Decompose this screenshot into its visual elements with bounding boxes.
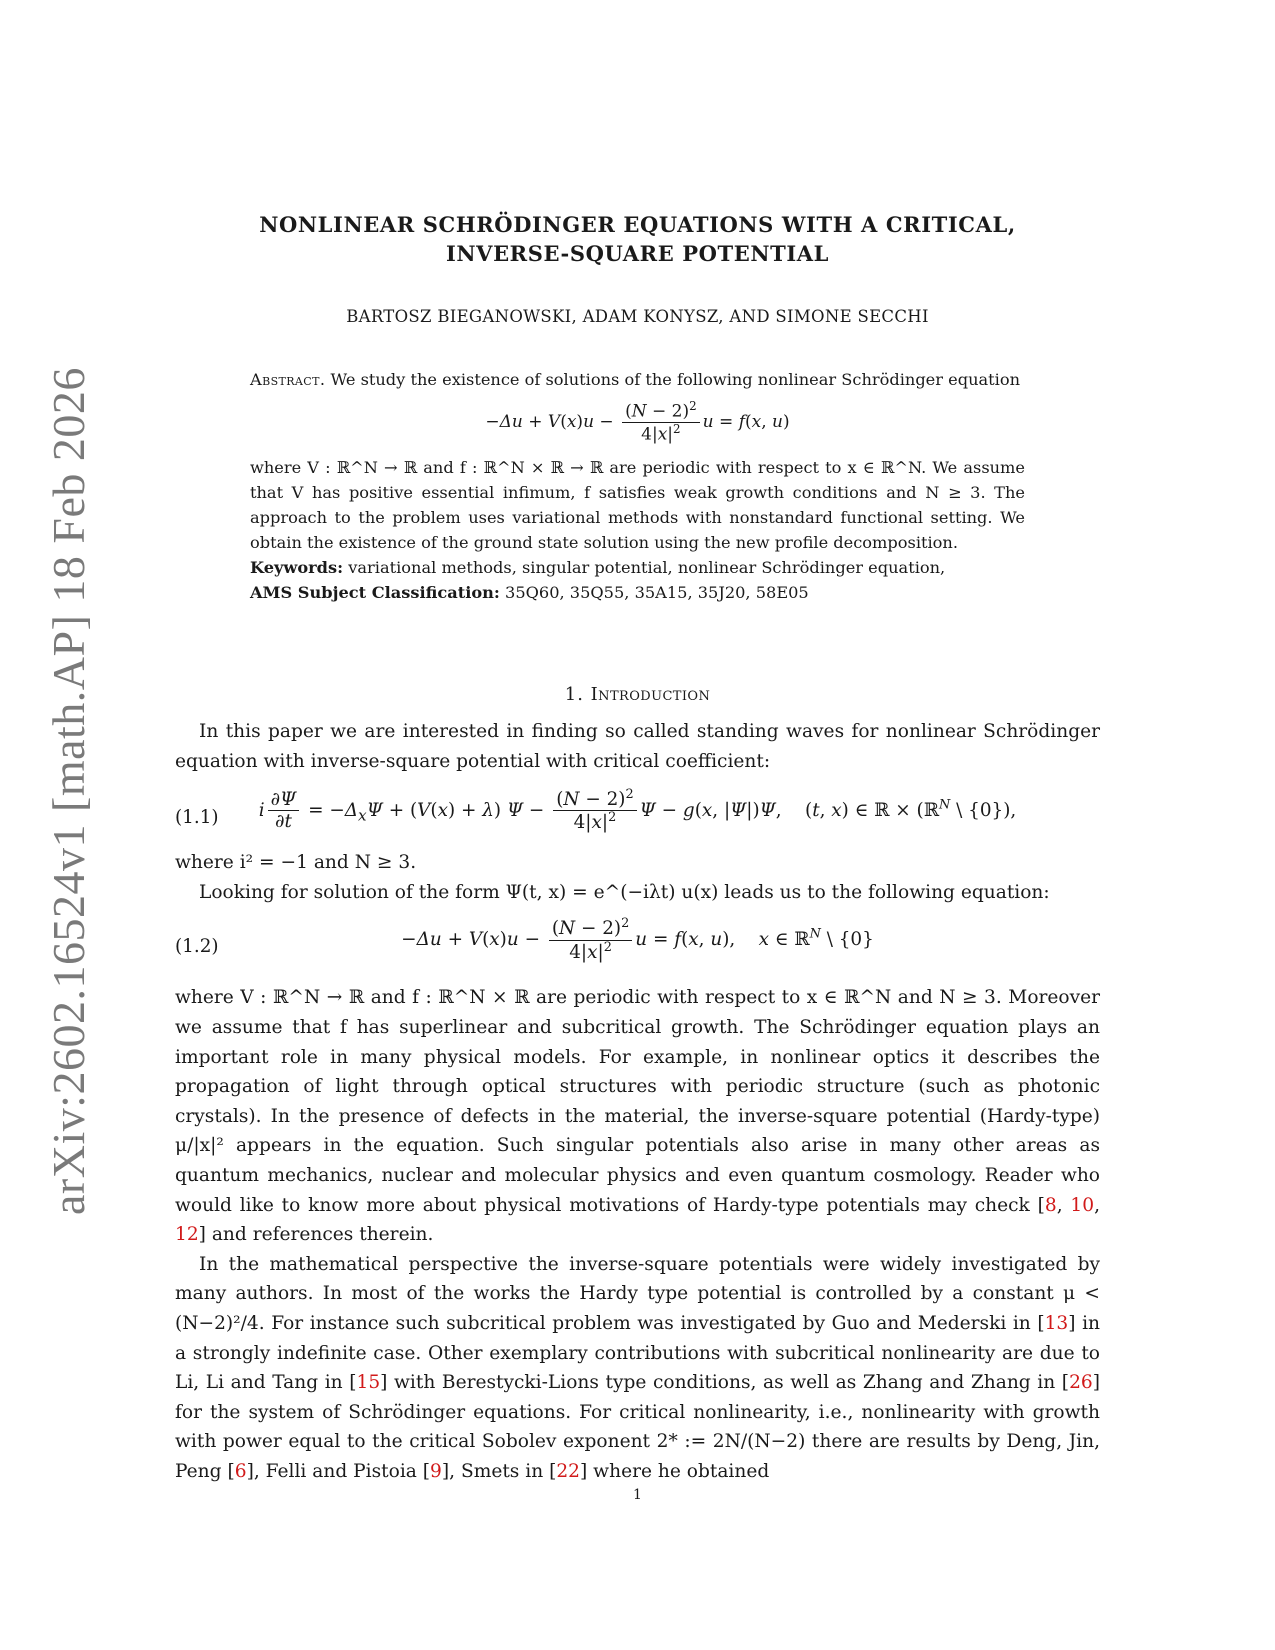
citation[interactable]: 10 — [1070, 1194, 1095, 1216]
title-line-1: NONLINEAR SCHRÖDINGER EQUATIONS WITH A CRITICAL, — [259, 212, 1016, 237]
equation-1-2 — [175, 915, 1100, 977]
abstract-label: Abstract. — [250, 370, 326, 389]
citation[interactable]: 6 — [234, 1460, 247, 1482]
abstract-equation: −Δu + V(x)u − $\frac{(N - 2)^2}{4|x|^2}$ u = f(x, u) — [485, 399, 790, 445]
equation-1-1-label: (1.1) — [175, 807, 219, 829]
title-line-2: INVERSE-SQUARE POTENTIAL — [445, 241, 830, 266]
equation-1-1 — [175, 786, 1100, 848]
section-number: 1. — [564, 684, 584, 705]
ams-codes: 35Q60, 35Q55, 35A15, 35J20, 58E05 — [505, 583, 809, 603]
citation[interactable]: 15 — [356, 1372, 381, 1394]
ams-line — [250, 580, 1025, 605]
equation-1-2-body: −Δu + V(x)u − $\frac{(N - 2)^2}{4|x|^2}$ u = f(x, u), x ∈ ℝ$^N$ \ {0} — [401, 916, 874, 963]
keywords: variational methods, singular potential, nonlinear Schrödinger equation, — [348, 558, 946, 578]
abstract-intro-text: We study the existence of solutions of the following nonlinear Schrödinger equation — [330, 370, 1021, 389]
hardy-fraction: $\frac{(N - 2)^2}{4|x|^2}$ — [622, 400, 700, 445]
citation[interactable]: 9 — [430, 1460, 442, 1482]
abstract — [250, 367, 1025, 605]
citation[interactable]: 13 — [1044, 1312, 1069, 1334]
abstract-intro — [250, 367, 1025, 392]
arxiv-stamp: arXiv:2602.16524v1 [math.AP] 18 Feb 2026 — [43, 367, 94, 1215]
paragraph-3: Looking for solution of the form Ψ(t, x) = e^(−iλt) u(x) leads us to the following equation: — [199, 881, 1050, 903]
keywords-line — [250, 555, 1025, 580]
paragraph-5: In the mathematical perspective the inverse-square potentials were widely investigated by many authors. In most of the works the Hardy type potential is controlled by a constant μ < (N−2)²/4. For instance such subcritical problem was investigated by Guo and Mederski in [13] in a strongly indefinite case. Other exemplary contributions with subcritical nonlinearity are due to Li, Li and Tang in [15] with Berestycki-Lions type conditions, as well as Zhang and Zhang in [26] for the system of Schrödinger equations. For critical nonlinearity, i.e., nonlinearity with growth with power equal to the critical Sobolev exponent 2* := 2N/(N−2) there are results by Deng, Jin, Peng [6], Felli and Pistoia [9], Smets in [22] where he obtained — [175, 1253, 1100, 1482]
equation-1-2-label: (1.2) — [175, 936, 219, 958]
paper-title — [170, 210, 1105, 268]
citation[interactable]: 22 — [556, 1460, 581, 1482]
paragraph-2: where i² = −1 and N ≥ 3. — [175, 852, 417, 874]
section-heading — [170, 684, 1105, 705]
section-title: Introduction — [590, 684, 711, 705]
ams-label: AMS Subject Classification: — [250, 583, 500, 603]
paragraph-1: In this paper we are interested in finding so called standing waves for nonlinear Schrödinger equation with inverse-square potential with critical coefficient: — [175, 721, 1100, 772]
citation[interactable]: 12 — [175, 1224, 199, 1246]
authors: BARTOSZ BIEGANOWSKI, ADAM KONYSZ, AND SIMONE SECCHI — [346, 307, 929, 326]
citation[interactable]: 8 — [1044, 1194, 1057, 1216]
keywords-label: Keywords: — [250, 558, 344, 578]
citation[interactable]: 26 — [1069, 1372, 1093, 1394]
paragraph-4: where V : ℝ^N → ℝ and f : ℝ^N × ℝ are periodic with respect to x ∈ ℝ^N and N ≥ 3. Moreover we assume that f has superlinear and subcritical growth. The Schrödinger equation plays an important role in many physical models. For example, in nonlinear optics it describes the propagation of light through optical structures with periodic structure (such as photonic crystals). In the presence of defects in the material, the inverse-square potential (Hardy-type) μ/|x|² appears in the equation. Such singular potentials also arise in many other areas as quantum mechanics, nuclear and molecular physics and even quantum cosmology. Reader who would like to know more about physical motivations of Hardy-type potentials may check [8, 10, 12] and references therein. — [175, 987, 1100, 1246]
page-number: 1 — [633, 1487, 642, 1503]
equation-1-1-body: i $\frac{\partial\Psi}{\partial t}$ = $-\Delta_x\Psi + (V(x) + \lambda) \Psi$ − $\frac{(N - 2)^2}{4|x|^2}$ Ψ − g(x, |Ψ|)Ψ, (t, x) ∈ ℝ × (ℝ$^N$ \ {0}), — [258, 787, 1017, 834]
body-text — [175, 717, 1100, 1486]
abstract-body: where V : ℝ^N → ℝ and f : ℝ^N × ℝ → ℝ are periodic with respect to x ∈ ℝ^N. We assume that V has positive essential infimum, f satisfies weak growth conditions and N ≥ 3. The approach to the problem uses variational methods with nonstandard functional setting. We obtain the existence of the ground state solution using the new profile decomposition. — [250, 458, 1025, 553]
